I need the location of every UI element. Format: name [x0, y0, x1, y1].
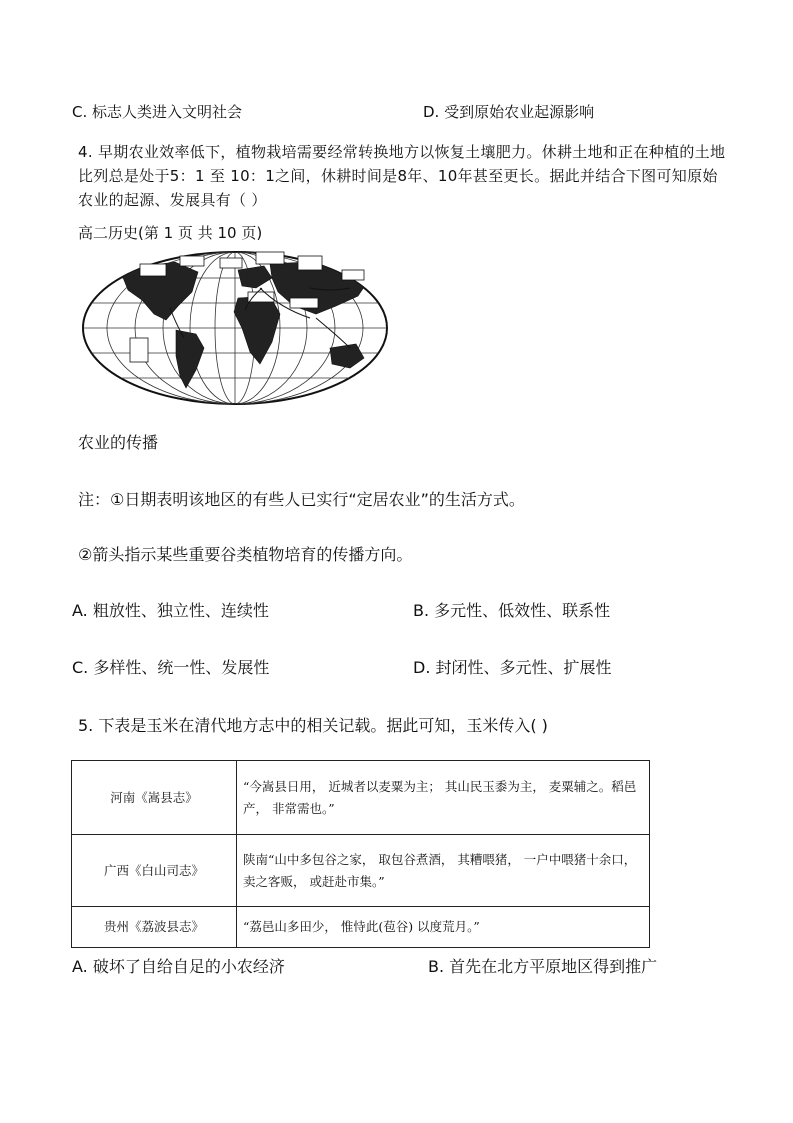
map-note-2: ②箭头指示某些重要谷类植物培育的传播方向。: [78, 545, 413, 564]
table-cell-source: 广西《白山司志》: [72, 835, 237, 907]
table-row: [72, 907, 650, 948]
q4-option-d: D. 封闭性、多元性、扩展性: [413, 658, 612, 677]
q3-option-d: D. 受到原始农业起源影响: [423, 103, 595, 121]
table-row: [72, 761, 650, 835]
world-map-graphic: [80, 248, 390, 406]
page-footer: 高二历史(第 1 页 共 10 页): [78, 224, 263, 242]
corn-records-table: [71, 760, 650, 948]
q5-option-b: B. 首先在北方平原地区得到推广: [428, 957, 658, 976]
q5-stem: 5. 下表是玉米在清代地方志中的相关记载。据此可知，玉米传入( ): [78, 716, 548, 735]
table-cell-text: “今嵩县日用， 近城者以麦粟为主； 其山民玉黍为主， 麦粟辅之。稻邑产， 非常需也。”: [237, 761, 650, 835]
table-cell-text: 陕南“山中多包谷之家， 取包谷煮酒， 其糟喂猪， 一户中喂猪十余口， 卖之客贩， 或赶赴市集。”: [237, 835, 650, 907]
table-row: [72, 835, 650, 907]
q5-option-a: A. 破坏了自给自足的小农经济: [72, 957, 285, 976]
agriculture-spread-map: [80, 248, 390, 406]
table-cell-source: 河南《嵩县志》: [72, 761, 237, 835]
table-cell-text: “荔邑山多田少， 惟恃此(苞谷) 以度荒月。”: [237, 907, 650, 948]
q4-option-b: B. 多元性、低效性、联系性: [413, 601, 611, 620]
map-caption: 农业的传播: [78, 433, 159, 452]
q4-option-a: A. 粗放性、独立性、连续性: [72, 601, 269, 620]
q4-stem: 4. 早期农业效率低下，植物栽培需要经常转换地方以恢复土壤肥力。休耕土地和正在种植的土地比列总是处于5：1 至 10：1之间，休耕时间是8年、10年甚至更长。据此并结合下图可知原始农业的起源、发展具有（ ）: [78, 143, 726, 209]
table-cell-source: 贵州《荔波县志》: [72, 907, 237, 948]
q4-option-c: C. 多样性、统一性、发展性: [72, 658, 270, 677]
q3-option-c: C. 标志人类进入文明社会: [72, 103, 243, 121]
map-note-1: 注：①日期表明该地区的有些人已实行“定居农业”的生活方式。: [78, 490, 525, 509]
